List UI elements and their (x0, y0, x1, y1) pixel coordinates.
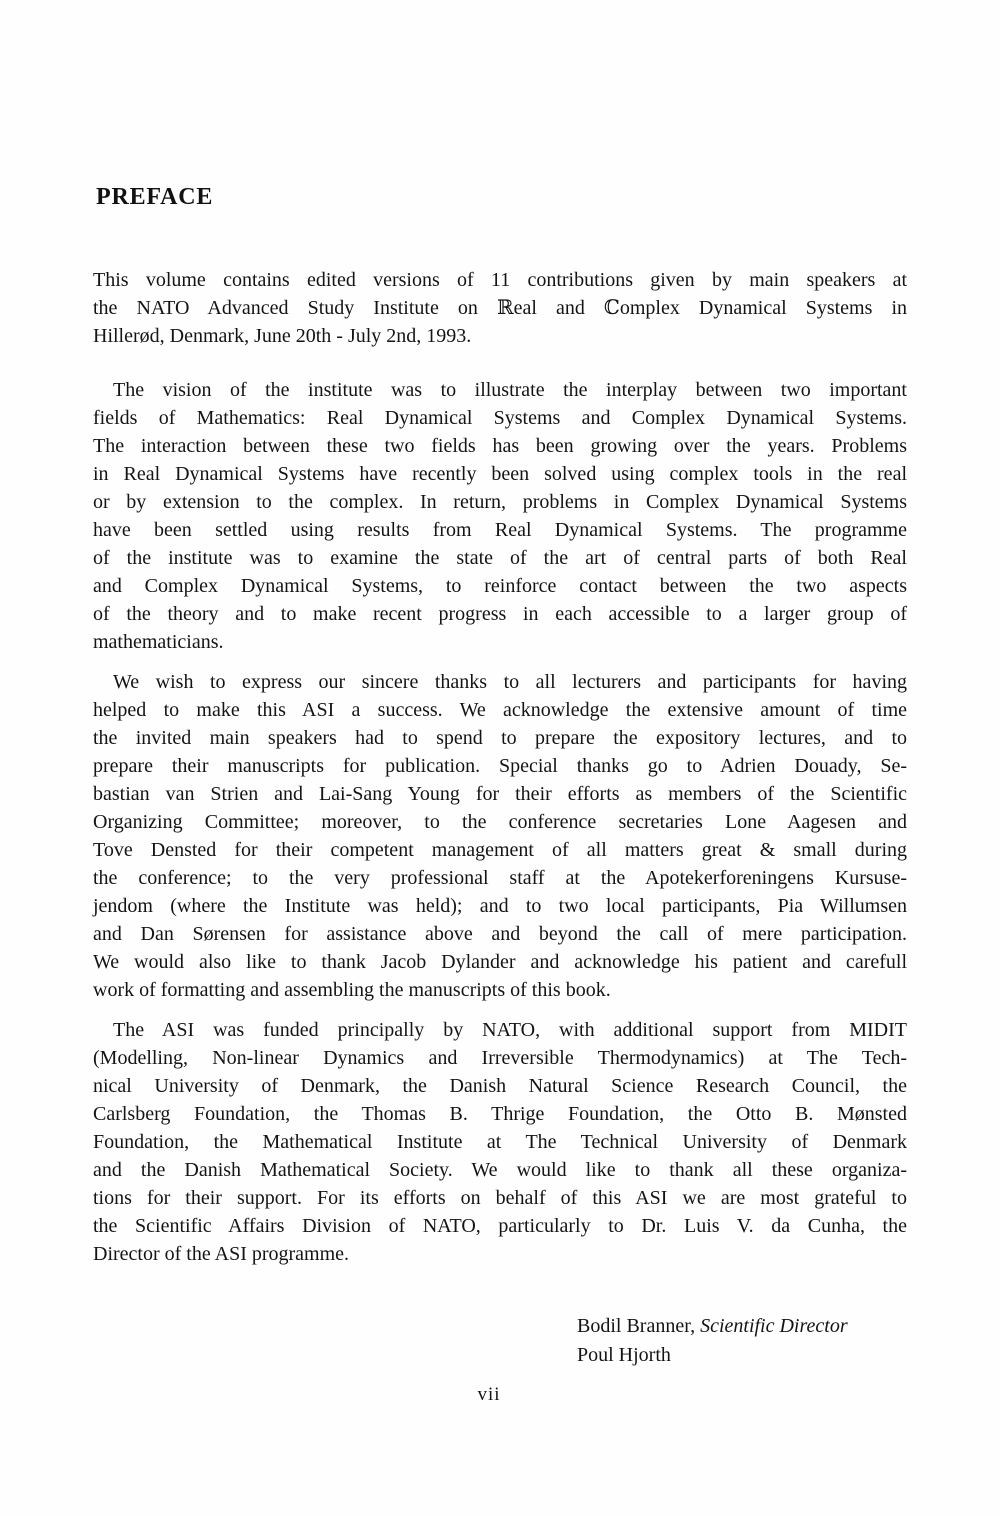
text-line: (Modelling, Non-linear Dynamics and Irreversible Thermodynamics) at The Tech- (93, 1047, 907, 1069)
text-line: jendom (where the Institute was held); and to two local participants, Pia Willumsen (93, 895, 907, 917)
text-line: have been settled using results from Real Dynamical Systems. The programme (93, 519, 907, 541)
text-line: This volume contains edited versions of 11 contributions given by main speakers at (93, 269, 907, 291)
text-line: of the institute was to examine the state of the art of central parts of both Real (93, 547, 907, 569)
text-line: Organizing Committee; moreover, to the conference secretaries Lone Aagesen and (93, 811, 907, 833)
text-line: bastian van Strien and Lai-Sang Young for their efforts as members of the Scientific (93, 783, 907, 805)
paragraph-intro (93, 266, 907, 350)
text-line: mathematicians. (93, 631, 224, 653)
page-number: vii (477, 1384, 501, 1405)
paragraph-vision (93, 376, 907, 656)
signature-line-1 (577, 1312, 848, 1341)
text-line: work of formatting and assembling the manuscripts of this book. (93, 979, 611, 1001)
text-line: of the theory and to make recent progress in each accessible to a larger group of (93, 603, 907, 625)
paragraph-thanks (93, 668, 907, 1004)
text-line: Foundation, the Mathematical Institute at The Technical University of Denmark (93, 1131, 907, 1153)
text-line: the invited main speakers had to spend to prepare the expository lectures, and to (93, 727, 907, 749)
text-line: the Scientific Affairs Division of NATO, particularly to Dr. Luis V. da Cunha, the (93, 1215, 907, 1237)
text-line: Carlsberg Foundation, the Thomas B. Thrige Foundation, the Otto B. Mønsted (93, 1103, 907, 1125)
signature-line-2: Poul Hjorth (577, 1344, 671, 1366)
text-line: tions for their support. For its efforts on behalf of this ASI we are most grateful to (93, 1187, 907, 1209)
paragraph-funding (93, 1016, 907, 1268)
text-line: or by extension to the complex. In return, problems in Complex Dynamical Systems (93, 491, 907, 513)
text-line: Tove Densted for their competent management of all matters great & small during (93, 839, 907, 861)
text-line: We wish to express our sincere thanks to all lecturers and participants for having (113, 671, 907, 693)
text-line: prepare their manuscripts for publication. Special thanks go to Adrien Douady, Se- (93, 755, 907, 777)
signature-block (577, 1312, 848, 1370)
text-line: helped to make this ASI a success. We acknowledge the extensive amount of time (93, 699, 907, 721)
text-line: The vision of the institute was to illustrate the interplay between two important (113, 379, 907, 401)
text-line: Hillerød, Denmark, June 20th - July 2nd, 1993. (93, 325, 472, 347)
text-line: The ASI was funded principally by NATO, with additional support from MIDIT (113, 1019, 907, 1041)
text-line: We would also like to thank Jacob Dylander and acknowledge his patient and carefull (93, 951, 907, 973)
text-line: in Real Dynamical Systems have recently been solved using complex tools in the real (93, 463, 907, 485)
text-line: The interaction between these two fields has been growing over the years. Problems (93, 435, 907, 457)
page-title: PREFACE (96, 184, 214, 210)
signatory-name: Bodil Branner, (577, 1315, 696, 1337)
text-line: the conference; to the very professional staff at the Apotekerforeningens Kursuse- (93, 867, 907, 889)
text-line: and Complex Dynamical Systems, to reinforce contact between the two aspects (93, 575, 907, 597)
text-line: the NATO Advanced Study Institute on ℝeal and ℂomplex Dynamical Systems in (93, 297, 907, 319)
text-line: and Dan Sørensen for assistance above and beyond the call of mere participation. (93, 923, 907, 945)
signatory-role: Scientific Director (700, 1315, 848, 1337)
text-line: Director of the ASI programme. (93, 1243, 350, 1265)
text-line: fields of Mathematics: Real Dynamical Systems and Complex Dynamical Systems. (93, 407, 907, 429)
text-line: nical University of Denmark, the Danish Natural Science Research Council, the (93, 1075, 907, 1097)
text-line: and the Danish Mathematical Society. We would like to thank all these organiza- (93, 1159, 907, 1181)
